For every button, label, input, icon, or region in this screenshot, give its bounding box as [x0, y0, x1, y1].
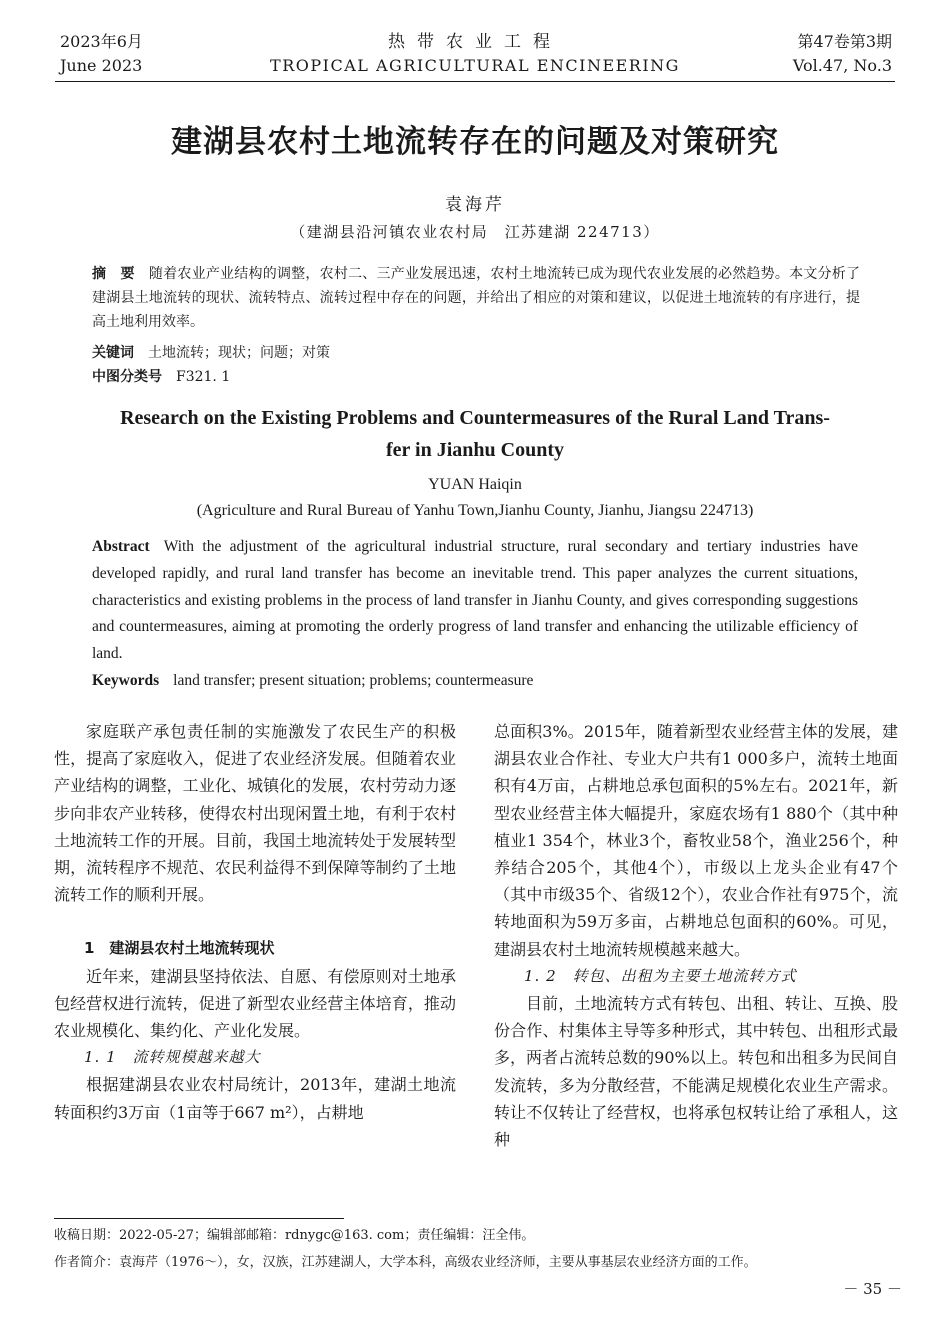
header-volume-en: Vol.47, No.3: [792, 56, 892, 75]
footnote-rule: [54, 1218, 344, 1219]
header-volume: [793, 30, 892, 78]
subsection-1-2-paragraph: 目前，土地流转方式有转包、出租、转让、互换、股份合作、村集体主导等多种形式，其中转包、出租形式最多，两者占流转总数的90%以上。转包和出租多为民间自发流转，多为分散经营，不能满足规模化农业生产需求。转让不仅转让了经营权，也将承包权转让给了承租人，这种: [494, 994, 898, 1150]
journal-name-en: TROPICAL AGRICULTURAL ENCINEERING: [270, 56, 680, 75]
abstract-cn-text: 随着农业产业结构的调整，农村二、三产业发展迅速，农村土地流转已成为现代农业发展的必然趋势。本文分析了建湖县土地流转的现状、流转特点、流转过程中存在的问题，并给出了相应的对策和建议，以促进土地流转的有序进行，提高土地利用效率。: [92, 266, 861, 330]
footnote-received: 收稿日期：2022-05-27；编辑部邮箱：rdnygc@163. com；责任编辑：汪全伟。: [54, 1228, 535, 1243]
abstract-cn: [92, 262, 860, 334]
header-date-en: June 2023: [60, 56, 143, 75]
affiliation-en: (Agriculture and Rural Bureau of Yanhu Town,Jianhu County, Jianhu, Jiangsu 224713): [196, 502, 754, 519]
journal-name-cn: 热带农业工程: [388, 32, 562, 52]
section-1-paragraph: 近年来，建湖县坚持依法、自愿、有偿原则对土地承包经营权进行流转，促进了新型农业经营主体培育，推动农业规模化、集约化、产业化发展。: [54, 966, 456, 1041]
keywords-cn-text: 土地流转；现状；问题；对策: [148, 345, 330, 361]
abstract-en-text: With the adjustment of the agricultural industrial structure, rural secondary and tertiary industries have developed rapidly, and rural land transfer has become an inevitable trend. This paper analyzes the current situations, characteristics and existing problems in the process of land transfer in Jianhu County, and gives corresponding suggestions and countermeasures, aiming at promoting the orderly progress of land transfer and enhancing the utilizable efficiency of land.: [92, 538, 858, 663]
keywords-cn: [92, 341, 330, 365]
author-en: YUAN Haiqin: [428, 476, 522, 493]
header-date-cn: 2023年6月: [60, 32, 143, 51]
keywords-en: [92, 669, 533, 693]
subsection-1-1-paragraph: 根据建湖县农业农村局统计，2013年，建湖土地流转面积约3万亩（1亩等于667 m²），占耕地: [54, 1075, 456, 1122]
section-1-heading: 1 建湖县农村土地流转现状: [84, 939, 275, 958]
footnote-author-bio: 作者简介：袁海芹（1976～），女，汉族，江苏建湖人，大学本科，高级农业经济师，主要从事基层农业经济方面的工作。: [54, 1255, 757, 1270]
affiliation-cn: （建湖县沿河镇农业农村局 江苏建湖 224713）: [290, 223, 660, 241]
classification-code: [92, 365, 230, 389]
intro-paragraph: 家庭联产承包责任制的实施激发了农民生产的积极性，提高了家庭收入，促进了农业经济发展。但随着农业产业结构的调整，工业化、城镇化的发展，农村劳动力逐步向非农产业转移，使得农村出现闲置土地，有利于农村土地流转工作的开展。目前，我国土地流转处于发展转型期，流转程序不规范、农民利益得不到保障等制约了土地流转工作的顺利开展。: [54, 722, 456, 905]
keywords-en-label: Keywords: [92, 672, 160, 689]
abstract-en: [92, 534, 858, 668]
paper-title-en-line1: Research on the Existing Problems and Countermeasures of the Rural Land Trans-: [120, 407, 830, 429]
body-left-column: [54, 718, 456, 1126]
continued-paragraph: 总面积3%。2015年，随着新型农业经营主体的发展，建湖县农业合作社、专业大户共有1 000多户，流转土地面积有4万亩，占耕地总承包面积的5%左右。2021年，新型农业经营主体大幅提升，家庭农场有1 880个（其中种植业1 354个，林业3个，畜牧业58个，渔业256个，种养结合205个，其他4个），市级以上龙头企业有47个（其中市级35个、省级12个），农业合作社有975个，流转地面积为59万多亩，占耕地总包面积的60%。可见，建湖县农村土地流转规模越来越大。: [494, 722, 898, 959]
subsection-1-2-heading: 1. 2 转包、出租为主要土地流转方式: [524, 966, 797, 985]
abstract-cn-label: 摘 要: [92, 266, 135, 282]
author-cn: 袁海芹: [445, 195, 505, 215]
subsection-1-1-heading: 1. 1 流转规模越来越大: [84, 1048, 261, 1067]
abstract-en-label: Abstract: [92, 538, 150, 555]
paper-title-en-line2: fer in Jianhu County: [385, 439, 564, 461]
header-volume-cn: 第47卷第3期: [797, 32, 892, 51]
header-rule: [55, 81, 895, 82]
paper-title-cn: 建湖县农村土地流转存在的问题及对策研究: [171, 124, 779, 160]
clc-label: 中图分类号: [92, 369, 162, 385]
keywords-cn-label: 关键词: [92, 345, 134, 361]
clc-text: F321. 1: [176, 369, 231, 385]
body-right-column: [494, 718, 898, 1153]
paper-title-en: [90, 402, 860, 466]
page-number: － 35 －: [843, 1280, 902, 1298]
keywords-en-text: land transfer; present situation; problems; countermeasure: [173, 672, 534, 689]
